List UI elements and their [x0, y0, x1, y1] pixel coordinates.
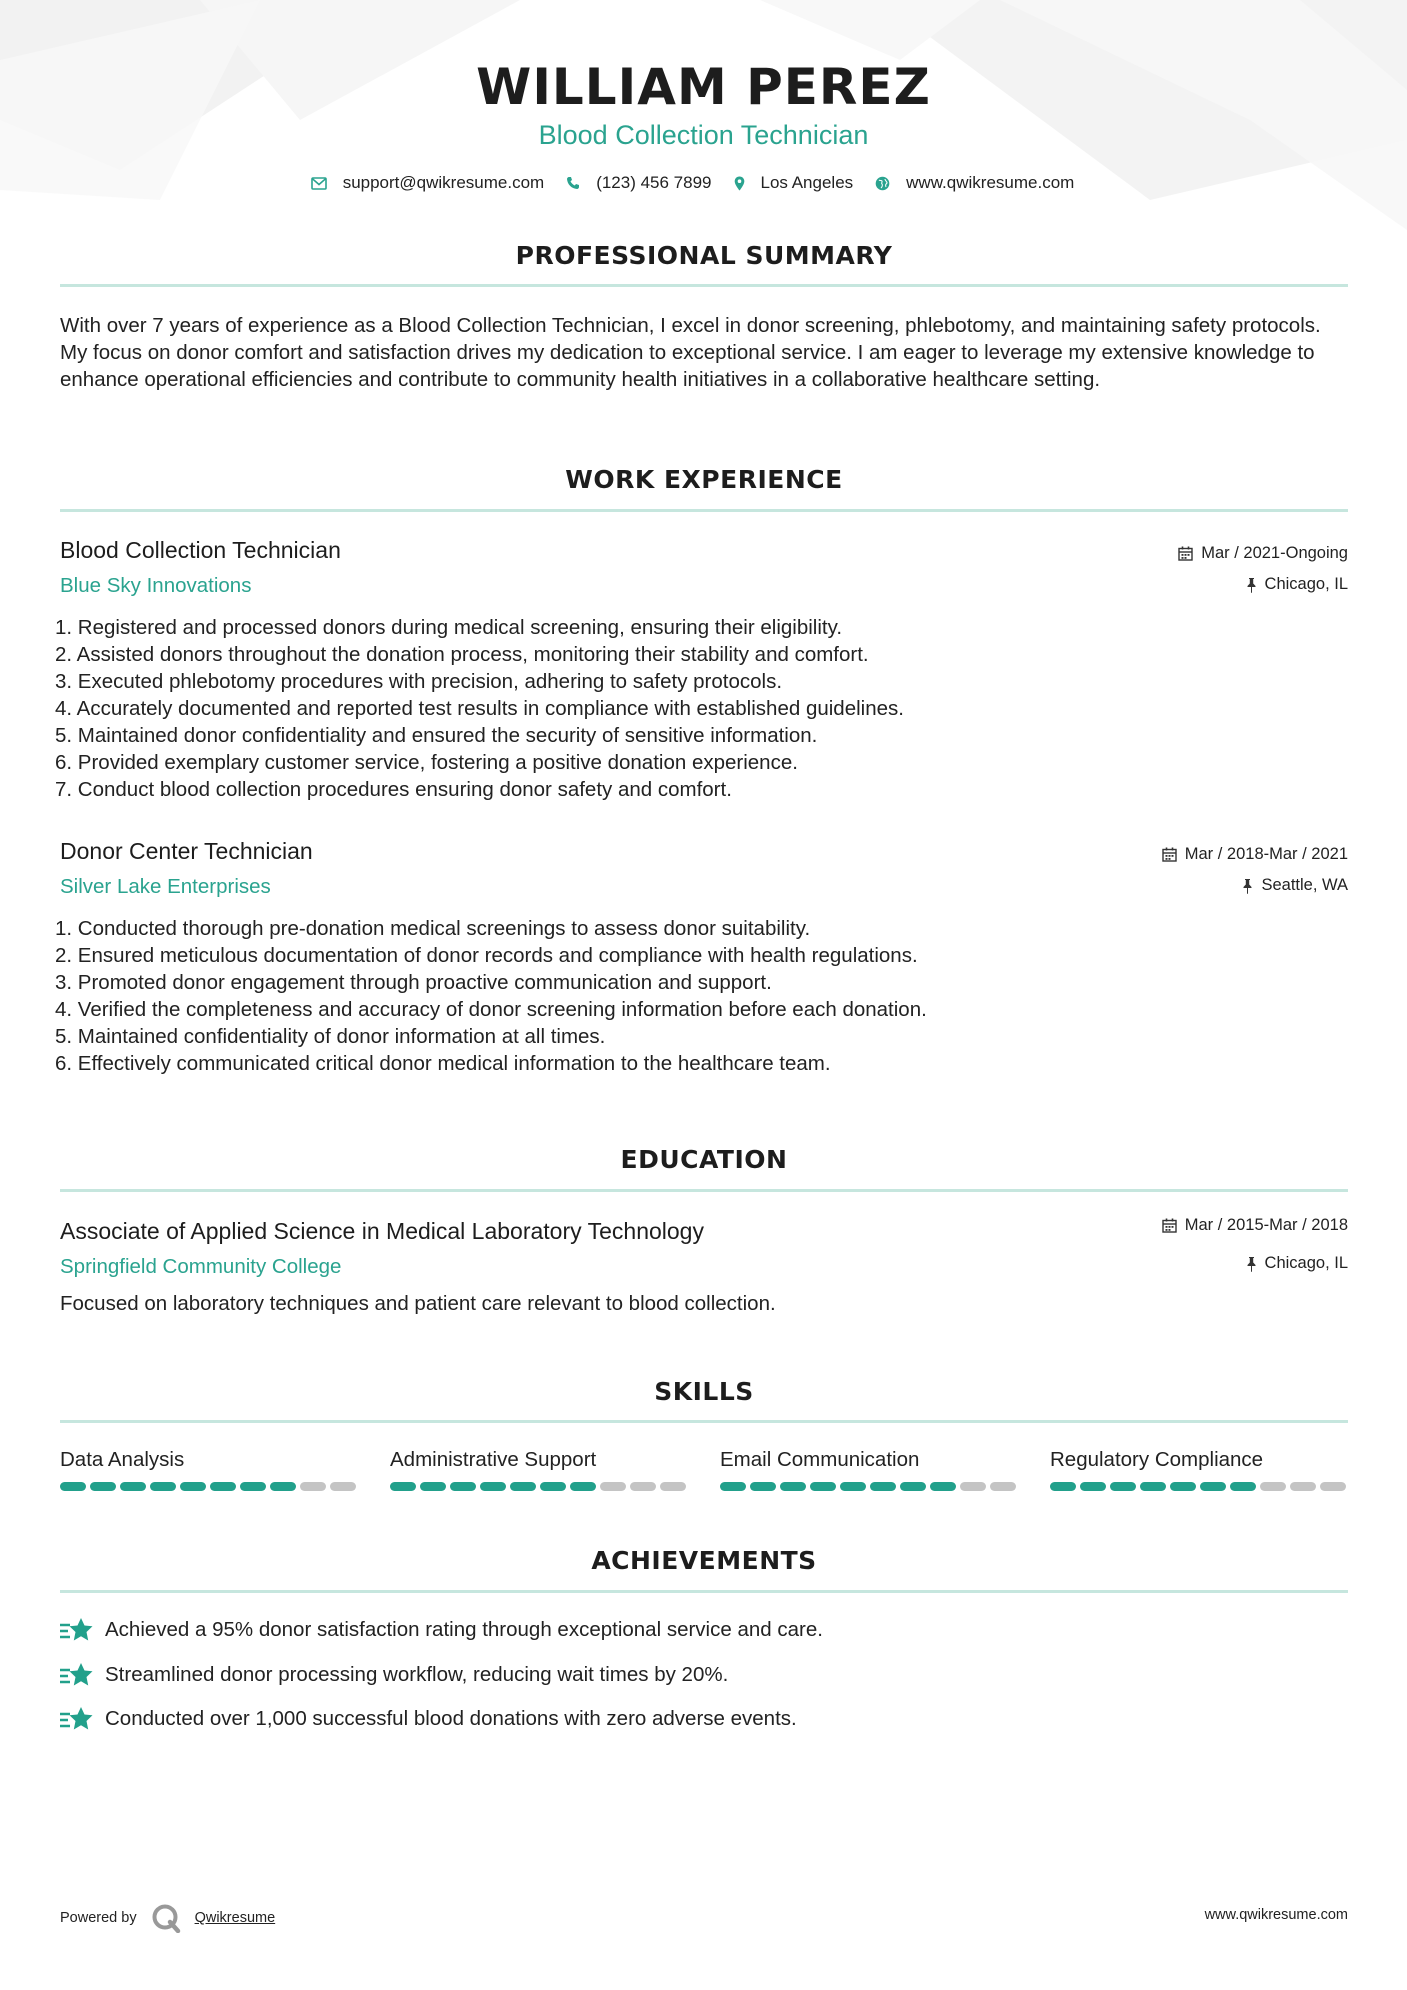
star-badge-icon — [60, 1662, 93, 1688]
job-company: Silver Lake Enterprises — [60, 875, 271, 898]
skill-segment-empty — [300, 1482, 326, 1491]
achievement-text: Conducted over 1,000 successful blood donations with zero adverse events. — [105, 1707, 797, 1730]
job-dates — [1162, 845, 1348, 864]
footer-powered-by — [60, 1903, 275, 1933]
job-location — [1242, 876, 1348, 895]
skill-segment-filled — [1140, 1482, 1166, 1491]
education-heading: EDUCATION — [620, 1145, 788, 1174]
skill-item — [720, 1448, 1020, 1491]
skills-divider — [60, 1420, 1348, 1423]
list-item: 3. Executed phlebotomy procedures with precision, adhering to safety protocols. — [55, 670, 783, 693]
skill-segment-filled — [120, 1482, 146, 1491]
summary-divider — [60, 284, 1348, 287]
skill-name: Data Analysis — [60, 1448, 185, 1471]
skill-segment-filled — [150, 1482, 176, 1491]
skill-segment-filled — [810, 1482, 836, 1491]
website-text: www.qwikresume.com — [906, 173, 1075, 192]
experience-divider — [60, 509, 1348, 512]
skill-segment-filled — [420, 1482, 446, 1491]
location-text: Los Angeles — [760, 173, 854, 192]
achievement-item — [60, 1662, 728, 1688]
skill-segment-filled — [60, 1482, 86, 1491]
calendar-icon — [1162, 847, 1177, 862]
skill-segment-filled — [750, 1482, 776, 1491]
skill-segment-empty — [1320, 1482, 1346, 1491]
experience-heading: WORK EXPERIENCE — [565, 465, 843, 494]
skill-segment-filled — [480, 1482, 506, 1491]
skill-segment-filled — [510, 1482, 536, 1491]
education-dates-text: Mar / 2015-Mar / 2018 — [1184, 1216, 1348, 1234]
skill-segment-filled — [720, 1482, 746, 1491]
candidate-name: WILLIAM PEREZ — [476, 58, 931, 116]
job-bullets — [55, 915, 1255, 1077]
skill-segment-empty — [1290, 1482, 1316, 1491]
summary-heading: PROFESSIONAL SUMMARY — [515, 241, 893, 270]
job-location — [1246, 575, 1348, 594]
education-dates — [1162, 1216, 1348, 1235]
achievement-text: Streamlined donor processing workflow, reducing wait times by 20%. — [105, 1663, 729, 1686]
list-item: 6. Provided exemplary customer service, fostering a positive donation experience. — [55, 751, 798, 774]
skill-item — [1050, 1448, 1350, 1491]
achievement-item — [60, 1706, 797, 1732]
skill-segment-filled — [540, 1482, 566, 1491]
skill-segment-filled — [930, 1482, 956, 1491]
list-item: 5. Maintained donor confidentiality and ensured the security of sensitive information. — [55, 724, 818, 747]
skill-segment-filled — [270, 1482, 296, 1491]
education-divider — [60, 1189, 1348, 1192]
skill-segment-filled — [1230, 1482, 1256, 1491]
list-item: 1. Registered and processed donors during medical screening, ensuring their eligibility. — [55, 616, 843, 639]
globe-icon — [875, 176, 890, 191]
skill-name: Regulatory Compliance — [1050, 1448, 1264, 1471]
skill-segment-empty — [990, 1482, 1016, 1491]
skill-item — [60, 1448, 360, 1491]
job-location-text: Chicago, IL — [1264, 575, 1348, 593]
pushpin-icon — [1246, 1256, 1257, 1272]
powered-by-label: Powered by — [60, 1910, 137, 1926]
skill-segment-filled — [570, 1482, 596, 1491]
skill-name: Administrative Support — [390, 1448, 597, 1471]
skill-segment-filled — [390, 1482, 416, 1491]
list-item: 5. Maintained confidentiality of donor information at all times. — [55, 1025, 606, 1048]
education-location — [1246, 1254, 1348, 1273]
contact-location — [734, 173, 876, 193]
degree-title: Associate of Applied Science in Medical Laboratory Technology — [60, 1218, 704, 1244]
skill-name: Email Communication — [720, 1448, 920, 1471]
phone-text: (123) 456 7899 — [596, 173, 712, 192]
list-item: 4. Accurately documented and reported test results in compliance with established guidelines. — [55, 697, 904, 720]
pushpin-icon — [1246, 577, 1257, 593]
school-name: Springfield Community College — [60, 1255, 342, 1278]
skill-segment-filled — [900, 1482, 926, 1491]
calendar-icon — [1162, 1218, 1177, 1233]
skill-segment-filled — [840, 1482, 866, 1491]
job-dates-text: Mar / 2018-Mar / 2021 — [1184, 845, 1348, 863]
candidate-title: Blood Collection Technician — [538, 120, 869, 150]
job-bullets — [55, 614, 1255, 803]
skill-item — [390, 1448, 690, 1491]
skill-segment-filled — [450, 1482, 476, 1491]
skill-segment-filled — [870, 1482, 896, 1491]
skill-level-bar — [60, 1482, 360, 1491]
skill-segment-filled — [1170, 1482, 1196, 1491]
contact-bar — [0, 173, 1407, 193]
list-item: 7. Conduct blood collection procedures ensuring donor safety and comfort. — [55, 778, 732, 801]
skill-segment-filled — [1080, 1482, 1106, 1491]
contact-phone[interactable] — [566, 173, 733, 193]
education-description: Focused on laboratory techniques and patient care relevant to blood collection. — [60, 1292, 776, 1315]
skills-list — [60, 1448, 1350, 1491]
list-item: 3. Promoted donor engagement through proactive communication and support. — [55, 971, 772, 994]
job-title: Blood Collection Technician — [60, 537, 341, 563]
email-text: support@qwikresume.com — [342, 173, 545, 192]
list-item: 2. Ensured meticulous documentation of donor records and compliance with health regulations. — [55, 944, 918, 967]
achievement-item — [60, 1617, 823, 1643]
achievements-heading: ACHIEVEMENTS — [591, 1546, 817, 1575]
contact-website[interactable] — [875, 173, 1096, 193]
star-badge-icon — [60, 1706, 93, 1732]
achievements-divider — [60, 1590, 1348, 1593]
skill-level-bar — [390, 1482, 690, 1491]
contact-email[interactable] — [311, 173, 567, 193]
phone-icon — [566, 176, 580, 190]
skill-segment-empty — [960, 1482, 986, 1491]
pushpin-icon — [1242, 878, 1253, 894]
footer-website-link[interactable]: www.qwikresume.com — [1204, 1907, 1348, 1923]
skill-segment-filled — [180, 1482, 206, 1491]
skill-level-bar — [1050, 1482, 1350, 1491]
skill-segment-empty — [630, 1482, 656, 1491]
list-item: 4. Verified the completeness and accuracy of donor screening information before each donation. — [55, 998, 927, 1021]
skill-segment-filled — [90, 1482, 116, 1491]
star-badge-icon — [60, 1617, 93, 1643]
qwikresume-logo-icon — [151, 1903, 181, 1933]
skill-segment-filled — [1050, 1482, 1076, 1491]
job-dates-text: Mar / 2021-Ongoing — [1201, 544, 1348, 562]
job-title: Donor Center Technician — [60, 838, 313, 864]
skill-segment-filled — [210, 1482, 236, 1491]
skill-segment-filled — [1200, 1482, 1226, 1491]
education-location-text: Chicago, IL — [1264, 1254, 1348, 1272]
summary-text: With over 7 years of experience as a Blood Collection Technician, I excel in donor screening, phlebotomy, and maintaining safety protocols. My focus on donor comfort and satisfaction drives my dedication to exceptional service. I am eager to leverage my extensive knowledge to enhance operational efficiencies and contribute to community health initiatives in a collaborative healthcare setting. — [60, 314, 1321, 391]
skill-segment-filled — [780, 1482, 806, 1491]
skill-segment-empty — [600, 1482, 626, 1491]
achievement-text: Achieved a 95% donor satisfaction rating through exceptional service and care. — [105, 1618, 823, 1641]
qwikresume-link[interactable]: Qwikresume — [194, 1910, 276, 1926]
list-item: 6. Effectively communicated critical donor medical information to the healthcare team. — [55, 1052, 831, 1075]
list-item: 1. Conducted thorough pre-donation medical screenings to assess donor suitability. — [55, 917, 811, 940]
skill-segment-empty — [1260, 1482, 1286, 1491]
skill-level-bar — [720, 1482, 1020, 1491]
job-location-text: Seattle, WA — [1261, 876, 1348, 894]
map-pin-icon — [734, 176, 745, 191]
job-dates — [1178, 544, 1348, 563]
skill-segment-empty — [330, 1482, 356, 1491]
mail-icon — [311, 177, 327, 190]
list-item: 2. Assisted donors throughout the donation process, monitoring their stability and comfort. — [55, 643, 869, 666]
skill-segment-filled — [240, 1482, 266, 1491]
skill-segment-filled — [1110, 1482, 1136, 1491]
job-company: Blue Sky Innovations — [60, 574, 252, 597]
calendar-icon — [1178, 546, 1193, 561]
skill-segment-empty — [660, 1482, 686, 1491]
skills-heading: SKILLS — [654, 1377, 754, 1406]
